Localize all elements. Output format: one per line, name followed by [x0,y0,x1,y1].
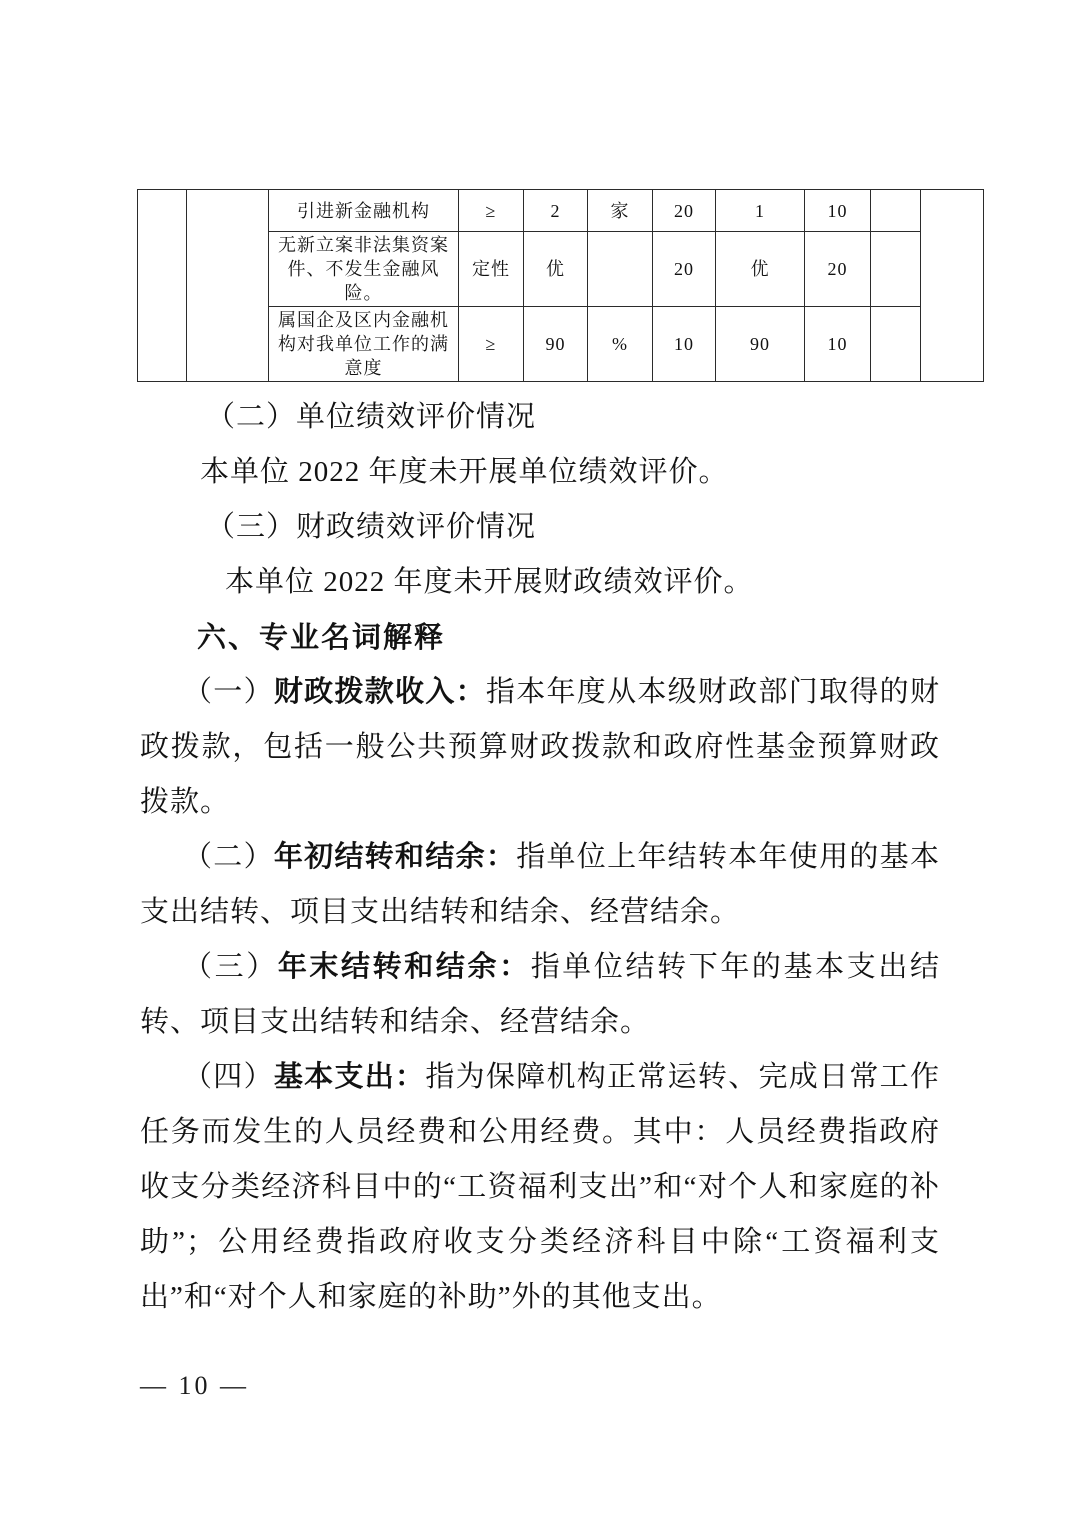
table-row [138,190,984,232]
indicator-cell: 无新立案非法集资案件、不发生金融风险。 [269,232,459,307]
empty-left-cell-1 [138,190,187,382]
subsection-heading-fiscal-evaluation: （三）财政绩效评价情况 [206,511,537,543]
definition-paragraph-3 [140,940,940,1050]
score-cell: 20 [805,232,871,307]
actual-cell: 优 [716,232,805,307]
unit-evaluation-statement: 本单位 2022 年度未开展单位绩效评价。 [200,456,729,488]
definition-term: 年初结转和结余： [273,841,517,873]
definition-prefix: （四） [183,1061,274,1093]
definition-prefix: （一） [183,676,274,708]
subsection-heading-unit-evaluation: （二）单位绩效评价情况 [206,401,537,433]
definition-term: 基本支出： [273,1061,426,1093]
note-cell [871,232,921,307]
definition-prefix: （二） [183,841,274,873]
empty-right-cell [921,190,984,382]
target-cell: 2 [524,190,588,232]
weight-cell: 20 [653,190,716,232]
definition-term: 财政拨款收入： [273,676,486,708]
definition-prefix: （三） [183,951,278,983]
definition-paragraph-4 [140,1050,940,1325]
unit-cell [588,232,653,307]
target-cell: 优 [524,232,588,307]
performance-indicator-table [137,189,984,382]
section-heading-terminology: 六、专业名词解释 [197,620,446,654]
fiscal-evaluation-statement: 本单位 2022 年度未开展财政绩效评价。 [225,566,754,598]
weight-cell: 10 [653,307,716,382]
document-body [140,390,940,1325]
definition-body: 指单位上年结转本年使用的基本支出结转、项目支出结转和结余、经营结余。 [140,841,940,928]
note-cell [871,190,921,232]
actual-cell: 90 [716,307,805,382]
definition-term: 年末结转和结余： [277,951,531,983]
target-cell: 90 [524,307,588,382]
indicator-cell: 引进新金融机构 [269,190,459,232]
definition-paragraph-1 [140,665,940,830]
definition-body: 指单位结转下年的基本支出结转、项目支出结转和结余、经营结余。 [140,951,940,1038]
page-number: — 10 — [140,1371,249,1400]
note-cell [871,307,921,382]
direction-cell: 定性 [459,232,524,307]
direction-cell: ≥ [459,190,524,232]
unit-cell: 家 [588,190,653,232]
indicator-cell: 属国企及区内金融机构对我单位工作的满意度 [269,307,459,382]
actual-cell: 1 [716,190,805,232]
definition-body: 指为保障机构正常运转、完成日常工作任务而发生的人员经费和公用经费。其中：人员经费指政府收支分类经济科目中的“工资福利支出”和“对个人和家庭的补助”；公用经费指政府收支分类经济科目中除“工资福利支出”和“对个人和家庭的补助”外的其他支出。 [140,1061,940,1313]
score-cell: 10 [805,307,871,382]
definition-paragraph-2 [140,830,940,940]
weight-cell: 20 [653,232,716,307]
empty-left-cell-2 [187,190,269,382]
score-cell: 10 [805,190,871,232]
definition-body: 指本年度从本级财政部门取得的财政拨款，包括一般公共预算财政拨款和政府性基金预算财政拨款。 [140,676,940,818]
unit-cell: % [588,307,653,382]
direction-cell: ≥ [459,307,524,382]
